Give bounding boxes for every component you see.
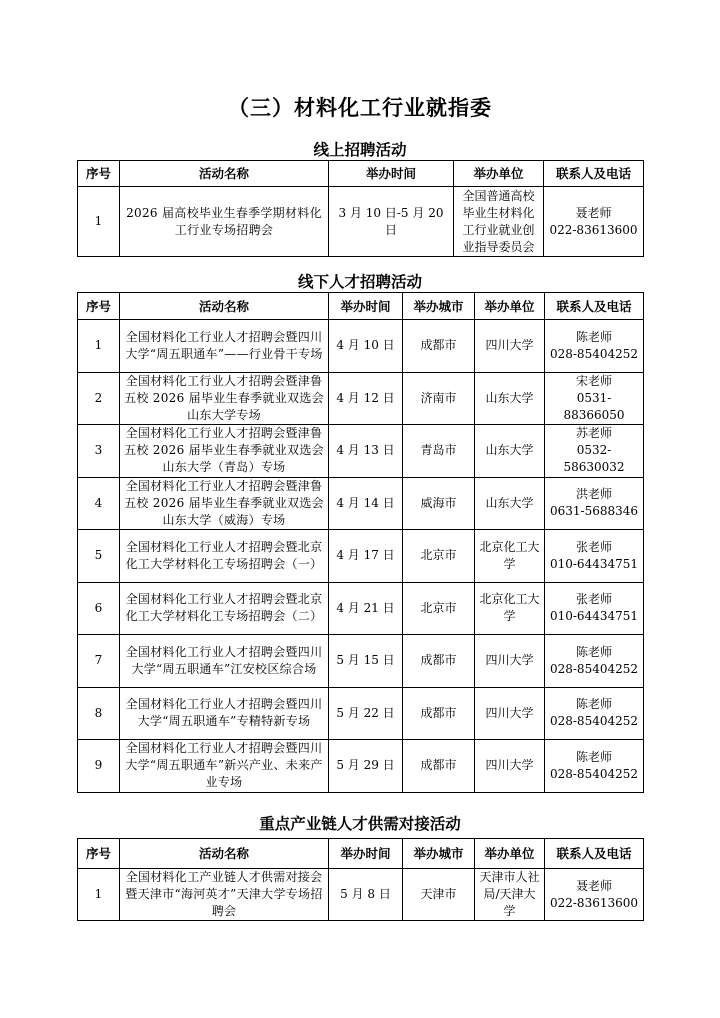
activity-name-cell: 全国材料化工行业人才招聘会暨四川大学“周五职通车”专精特新专场 — [120, 687, 329, 740]
city-cell: 成都市 — [403, 320, 475, 373]
city-cell: 天津市 — [403, 869, 475, 921]
offline-table — [77, 292, 644, 793]
chain-section-title: 重点产业链人才供需对接活动 — [259, 815, 461, 833]
organizer-cell: 山东大学 — [475, 477, 545, 530]
activity-name-cell: 全国材料化工行业人才招聘会暨津鲁五校 2026 届毕业生春季就业双选会山东大学（青岛）专场 — [120, 425, 329, 478]
online-table — [77, 160, 644, 257]
organizer-cell: 北京化工大学 — [475, 530, 545, 583]
city-cell: 成都市 — [403, 687, 475, 740]
table-row — [78, 635, 644, 688]
index-cell: 1 — [78, 187, 120, 257]
activity-name-cell: 全国材料化工行业人才招聘会暨北京化工大学材料化工专场招聘会（一） — [120, 530, 329, 583]
activity-name-cell: 全国材料化工行业人才招聘会暨北京化工大学材料化工专场招聘会（二） — [120, 582, 329, 635]
contact-cell: 苏老师 0532-58630032 — [545, 425, 644, 478]
header-cell: 序号 — [78, 839, 120, 869]
contact-cell: 张老师 010-64434751 — [545, 530, 644, 583]
contact-cell: 聂老师 022-83613600 — [544, 187, 644, 257]
contact-cell: 陈老师 028-85404252 — [545, 687, 644, 740]
header-cell: 举办单位 — [454, 161, 544, 187]
date-cell: 4 月 14 日 — [329, 477, 403, 530]
header-cell: 举办单位 — [475, 293, 545, 320]
table-row — [78, 530, 644, 583]
activity-name-cell: 全国材料化工行业人才招聘会暨津鲁五校 2026 届毕业生春季就业双选会山东大学专场 — [120, 372, 329, 425]
date-cell: 4 月 13 日 — [329, 425, 403, 478]
city-cell: 青岛市 — [403, 425, 475, 478]
organizer-cell: 四川大学 — [475, 687, 545, 740]
date-cell: 5 月 29 日 — [329, 740, 403, 793]
header-cell: 活动名称 — [120, 161, 329, 187]
date-cell: 4 月 21 日 — [329, 582, 403, 635]
organizer-cell: 四川大学 — [475, 635, 545, 688]
header-cell: 举办城市 — [403, 293, 475, 320]
index-cell: 5 — [78, 530, 120, 583]
contact-cell: 洪老师 0631-5688346 — [545, 477, 644, 530]
organizer-cell: 四川大学 — [475, 740, 545, 793]
table-row — [78, 740, 644, 793]
activity-name-cell: 2026 届高校毕业生春季学期材料化工行业专场招聘会 — [120, 187, 329, 257]
date-cell: 5 月 8 日 — [329, 869, 403, 921]
header-cell: 联系人及电话 — [545, 839, 644, 869]
contact-cell: 陈老师 028-85404252 — [545, 740, 644, 793]
table-row — [78, 372, 644, 425]
organizer-cell: 北京化工大学 — [475, 582, 545, 635]
city-cell: 北京市 — [403, 530, 475, 583]
table-row — [78, 320, 644, 373]
index-cell: 4 — [78, 477, 120, 530]
activity-name-cell: 全国材料化工行业人才招聘会暨四川大学“周五职通车”江安校区综合场 — [120, 635, 329, 688]
date-cell: 3 月 10 日-5 月 20 日 — [329, 187, 454, 257]
header-cell: 活动名称 — [120, 839, 329, 869]
date-cell: 5 月 22 日 — [329, 687, 403, 740]
table-header-row — [78, 161, 644, 187]
city-cell: 北京市 — [403, 582, 475, 635]
organizer-cell: 全国普通高校毕业生材料化工行业就业创业指导委员会 — [454, 187, 544, 257]
header-cell: 举办时间 — [329, 839, 403, 869]
activity-name-cell: 全国材料化工行业人才招聘会暨四川大学“周五职通车”——行业骨干专场 — [120, 320, 329, 373]
city-cell: 济南市 — [403, 372, 475, 425]
chain-table — [77, 838, 644, 921]
table-header-row — [78, 839, 644, 869]
contact-cell: 陈老师 028-85404252 — [545, 320, 644, 373]
organizer-cell: 四川大学 — [475, 320, 545, 373]
header-cell: 序号 — [78, 293, 120, 320]
table-row — [78, 869, 644, 921]
offline-section-title: 线下人才招聘活动 — [297, 273, 422, 291]
table-row — [78, 477, 644, 530]
header-cell: 举办城市 — [403, 839, 475, 869]
header-cell: 联系人及电话 — [545, 293, 644, 320]
online-section-title: 线上招聘活动 — [313, 141, 407, 159]
activity-name-cell: 全国材料化工产业链人才供需对接会暨天津市“海河英才”天津大学专场招聘会 — [120, 869, 329, 921]
header-cell: 序号 — [78, 161, 120, 187]
index-cell: 3 — [78, 425, 120, 478]
activity-name-cell: 全国材料化工行业人才招聘会暨四川大学“周五职通车”新兴产业、未来产业专场 — [120, 740, 329, 793]
index-cell: 1 — [78, 320, 120, 373]
header-cell: 举办时间 — [329, 161, 454, 187]
index-cell: 7 — [78, 635, 120, 688]
date-cell: 5 月 15 日 — [329, 635, 403, 688]
activity-name-cell: 全国材料化工行业人才招聘会暨津鲁五校 2026 届毕业生春季就业双选会山东大学（威海）专场 — [120, 477, 329, 530]
header-cell: 活动名称 — [120, 293, 329, 320]
organizer-cell: 山东大学 — [475, 425, 545, 478]
header-cell: 举办单位 — [475, 839, 545, 869]
date-cell: 4 月 17 日 — [329, 530, 403, 583]
table-row — [78, 582, 644, 635]
contact-cell: 张老师 010-64434751 — [545, 582, 644, 635]
city-cell: 威海市 — [403, 477, 475, 530]
city-cell: 成都市 — [403, 740, 475, 793]
contact-cell: 宋老师 0531-88366050 — [545, 372, 644, 425]
index-cell: 9 — [78, 740, 120, 793]
header-cell: 举办时间 — [329, 293, 403, 320]
contact-cell: 陈老师 028-85404252 — [545, 635, 644, 688]
header-cell: 联系人及电话 — [544, 161, 644, 187]
index-cell: 8 — [78, 687, 120, 740]
organizer-cell: 天津市人社局/天津大学 — [475, 869, 545, 921]
organizer-cell: 山东大学 — [475, 372, 545, 425]
table-header-row — [78, 293, 644, 320]
table-row — [78, 687, 644, 740]
index-cell: 2 — [78, 372, 120, 425]
date-cell: 4 月 12 日 — [329, 372, 403, 425]
index-cell: 6 — [78, 582, 120, 635]
table-row — [78, 187, 644, 257]
table-row — [78, 425, 644, 478]
page-title: （三）材料化工行业就指委 — [228, 96, 492, 120]
index-cell: 1 — [78, 869, 120, 921]
contact-cell: 聂老师 022-83613600 — [545, 869, 644, 921]
city-cell: 成都市 — [403, 635, 475, 688]
date-cell: 4 月 10 日 — [329, 320, 403, 373]
